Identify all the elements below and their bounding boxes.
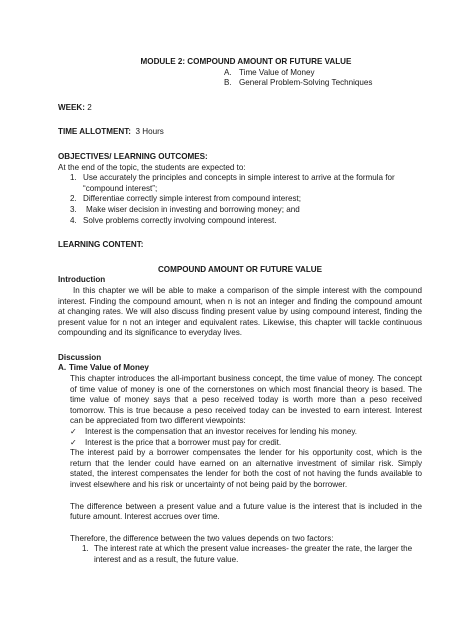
week-label: WEEK: <box>58 102 85 112</box>
list-item <box>70 173 422 194</box>
item-text: Solve problems correctly involving compound interest. <box>83 215 277 225</box>
introduction-heading: Introduction <box>58 275 106 285</box>
item-number: 4. <box>70 215 77 225</box>
topic-letter: B. <box>224 78 232 88</box>
discussion-heading: Discussion <box>58 352 102 362</box>
section-a-title: Time Value of Money <box>69 363 149 373</box>
learning-content-heading: LEARNING CONTENT: <box>58 240 144 250</box>
topic-text: Time Value of Money <box>239 67 315 77</box>
check-item <box>58 427 422 438</box>
section-title: COMPOUND AMOUNT OR FUTURE VALUE <box>157 264 323 274</box>
discussion-paragraph-4: Therefore, the difference between the two values depends on two factors: <box>70 533 334 543</box>
objectives-heading: OBJECTIVES/ LEARNING OUTCOMES: <box>58 151 208 161</box>
week-line <box>58 103 422 114</box>
item-number: 1. <box>82 544 89 554</box>
list-item <box>70 216 422 227</box>
list-item <box>70 205 422 216</box>
introduction-text: In this chapter we will be able to make a comparison of the simple interest with the compound interest. Finding the compound amount, when n is not an integer and finding the compound amount at changing rates. We will also discuss finding present value by using compound interest, finding the present value for n not an integer and equivalent rates. Likewise, this chapter will tackle continuous compounding and its significance to everyday lives. <box>58 285 422 338</box>
item-text: Make wiser decision in investing and borrowing money; and <box>86 204 300 214</box>
check-item-text: Interest is the price that a borrower must pay for credit. <box>85 437 282 447</box>
check-item <box>58 438 422 449</box>
module-topic-a <box>58 68 422 79</box>
checkmark-icon: ✓ <box>70 437 77 447</box>
objectives-intro: At the end of the topic, the students are expected to: <box>58 162 246 172</box>
checkmark-icon: ✓ <box>70 427 77 437</box>
discussion-paragraph-3: The difference between a present value and a future value is the interest that is included in the future amount. Interest accrues over time. <box>70 501 422 522</box>
section-a-heading <box>58 363 422 374</box>
factor-item <box>58 544 422 565</box>
item-number: 1. <box>70 173 77 183</box>
module-topic-b <box>58 78 422 89</box>
objectives-list <box>58 173 422 226</box>
time-allotment-value: 3 Hours <box>135 127 164 137</box>
section-letter: A. <box>58 363 67 373</box>
time-allotment-label: TIME ALLOTMENT: <box>58 127 131 137</box>
topic-text: General Problem-Solving Techniques <box>239 78 373 88</box>
list-item <box>70 194 422 205</box>
module-title: MODULE 2: COMPOUND AMOUNT OR FUTURE VALUE <box>140 57 352 66</box>
topic-letter: A. <box>224 67 232 77</box>
item-text: The interest rate at which the present value increases- the greater the rate, the larger the interest and as a result, the future value. <box>94 544 413 564</box>
item-text: Differentiae correctly simple interest from compound interest; <box>83 194 302 204</box>
discussion-paragraph-2: The interest paid by a borrower compensates the lender for his opportunity cost, which is the return that the lender could have earned on an alternative investment of similar risk. Simply stated, the interest compensates the lender for both the cost of not having the funds available to invest elsewhere and his risk or uncertainty of not being paid by the borrower. <box>70 448 422 489</box>
item-number: 3. <box>70 204 77 214</box>
item-text: Use accurately the principles and concepts in simple interest to arrive at the formula for “compound interest”; <box>83 173 395 193</box>
week-value: 2 <box>87 102 92 112</box>
item-number: 2. <box>70 194 77 204</box>
discussion-paragraph-1: This chapter introduces the all-important business concept, the time value of money. The concept of time value of money is one of the cornerstones on which most financial theory is based. The time value of money says that a peso received today is worth more than a peso received tomorrow. This is true because a peso received today can be invested to earn interest. Interest can be appreciated from two different viewpoints: <box>70 374 422 426</box>
check-item-text: Interest is the compensation that an investor receives for lending his money. <box>85 427 358 437</box>
time-allotment-line <box>58 127 422 138</box>
